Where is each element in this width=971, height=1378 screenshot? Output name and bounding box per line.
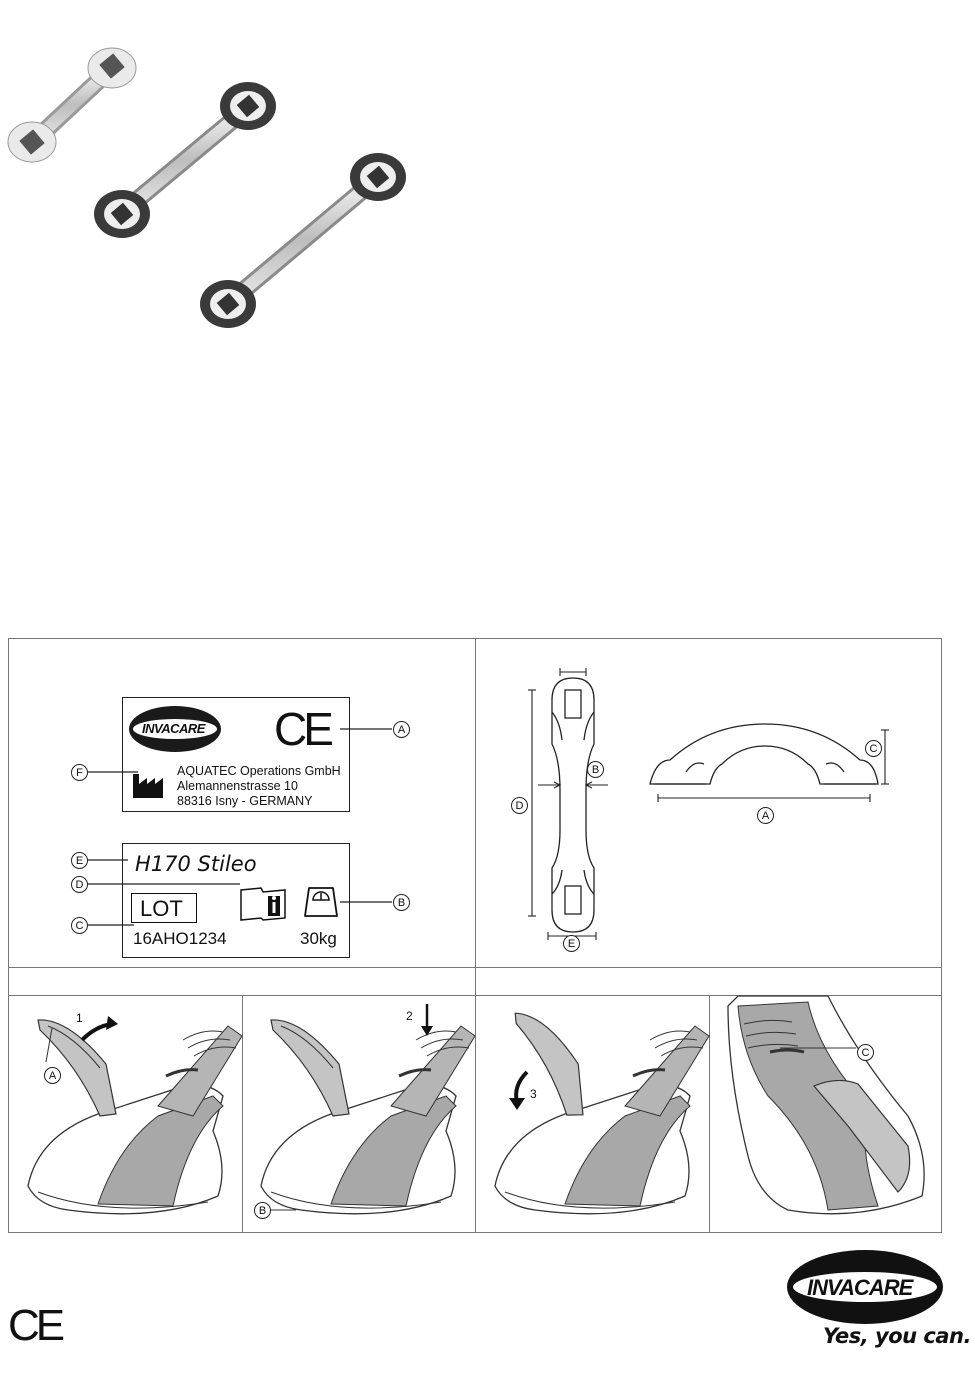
lot-label: LOT (140, 896, 183, 921)
footer-ce-mark: CE (8, 1301, 62, 1350)
dimension-drawings (490, 660, 910, 960)
manual-info-icon (239, 886, 289, 922)
step-3-illustration (495, 1013, 709, 1214)
manufacturer-label (122, 697, 350, 812)
factory-icon (133, 770, 169, 798)
max-load-icon (301, 884, 341, 920)
mounting-step-illustrations (8, 996, 942, 1232)
step-2-illustration (261, 1004, 475, 1214)
callout-dim-b: B (587, 761, 604, 778)
callout-label-a: A (393, 721, 410, 738)
step-number-2: 2 (406, 1009, 413, 1023)
callout-dim-a: A (757, 807, 774, 824)
lot-box (131, 893, 197, 923)
manufacturer-line-2: Alemannenstrasse 10 (177, 779, 298, 793)
callout-dim-d: D (511, 797, 528, 814)
grab-bar-medium-photo (94, 82, 276, 238)
callout-label-c: C (71, 917, 88, 934)
callout-label-b: B (393, 894, 410, 911)
footer-logo-text: INVACARE (807, 1275, 913, 1300)
step-4-detail-illustration (728, 996, 924, 1214)
ce-mark: CE (274, 703, 330, 755)
step-1-illustration (28, 1016, 242, 1214)
invacare-logo (129, 706, 221, 752)
product-photos (0, 30, 420, 370)
logo-text: INVACARE (142, 721, 205, 736)
max-weight: 30kg (300, 929, 337, 948)
step-number-3: 3 (530, 1087, 537, 1101)
grab-bar-small-photo (8, 48, 136, 162)
bar-front-view (552, 678, 594, 932)
product-label (122, 843, 350, 958)
footer-slogan: Yes, you can. (823, 1324, 971, 1348)
callout-dim-c: C (865, 740, 882, 757)
callout-mount-a: A (44, 1067, 61, 1084)
callout-label-d: D (71, 876, 88, 893)
grab-bar-large-photo (200, 153, 406, 328)
lot-number: 16AHO1234 (133, 929, 227, 948)
callout-mount-c: C (857, 1044, 874, 1061)
callout-dim-e: E (563, 935, 580, 952)
grid-divider-horizontal (9, 967, 941, 968)
footer-invacare-logo (787, 1250, 943, 1324)
callout-mount-b: B (254, 1202, 271, 1219)
bar-side-view (650, 724, 878, 784)
product-name: H170 Stileo (135, 852, 257, 876)
callout-label-e: E (71, 852, 88, 869)
step-number-1: 1 (76, 1011, 83, 1025)
manufacturer-line-1: AQUATEC Operations GmbH (177, 764, 341, 778)
manufacturer-line-3: 88316 Isny - GERMANY (177, 794, 313, 808)
callout-label-f: F (71, 764, 88, 781)
